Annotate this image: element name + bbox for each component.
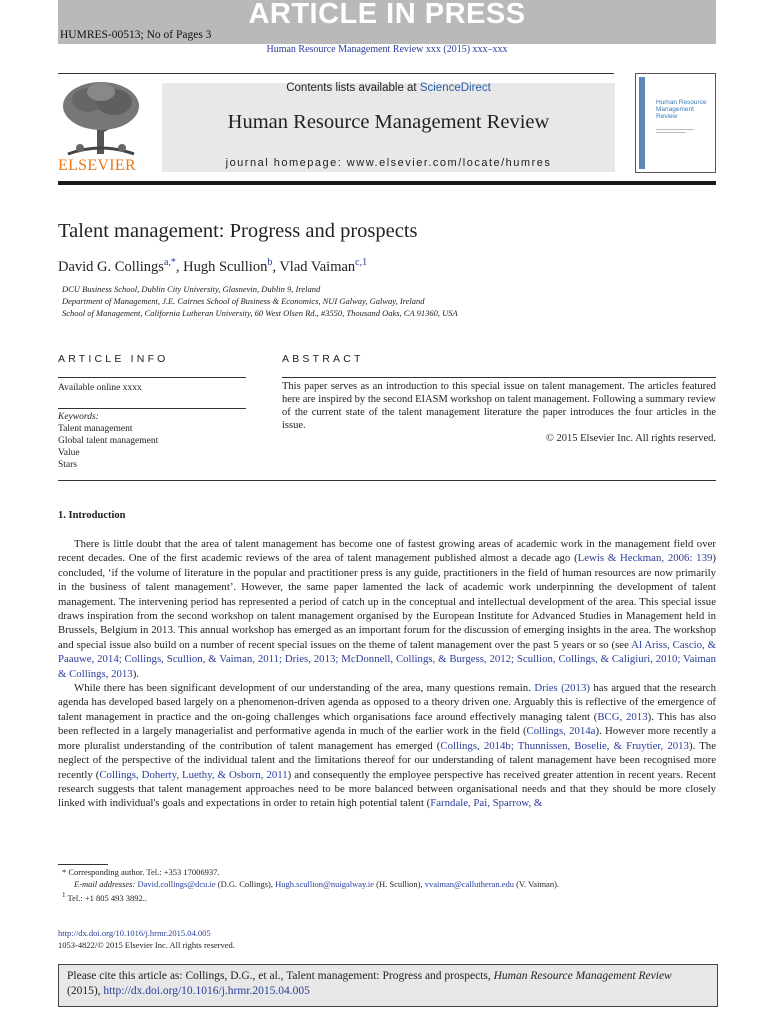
cover-decoration (656, 128, 711, 137)
email-link[interactable]: David.collings@dcu.ie (137, 879, 216, 889)
body-text-run: ). However more recently a more pluralist understanding of the contribution of talent management has emerged ( (58, 725, 716, 752)
abstract-bottom-rule (58, 480, 716, 481)
author-affiliation-mark[interactable]: b (267, 257, 273, 268)
footnote-emails (74, 879, 559, 889)
abstract-rule (282, 377, 716, 378)
footnote-text: Corresponding author. Tel.: +353 17006937. (68, 867, 220, 877)
journal-banner (162, 83, 615, 172)
citation-year: (2015), (67, 984, 104, 997)
author-list (58, 257, 367, 276)
author-name: Hugh Scullion (183, 258, 268, 275)
journal-cover-thumbnail[interactable] (635, 73, 716, 173)
article-info-header: ARTICLE INFO (58, 353, 169, 365)
email-link[interactable]: vvaiman@callutheran.edu (424, 879, 515, 889)
author-separator: , (175, 258, 184, 275)
citation-prefix: Please cite this article as: Collings, D.G., et al., Talent management: Progress and prospects, (67, 970, 494, 982)
keywords-label: Keywords: (58, 412, 99, 422)
citation-link[interactable]: Collings, Doherty, Luethy, & Osborn, 2011 (99, 768, 288, 781)
masthead-bottom-rule (58, 181, 716, 185)
citation-box (58, 964, 718, 1007)
email-label: E-mail addresses: (74, 879, 136, 889)
body-text-run: ). (132, 667, 139, 680)
author-affiliation-mark[interactable]: c,1 (355, 257, 368, 268)
body-text-run: has argued that the research agenda has developed based largely on a phenomenon-driven agenda as opposed to a theory driven one. Arguably this is reflective of the emergence of talent management in practice and the on-going challenges which organisations face around effectively managing talent ( (58, 682, 716, 723)
abstract-copyright: © 2015 Elsevier Inc. All rights reserved. (545, 433, 716, 444)
keyword: Stars (58, 460, 77, 470)
citation-link[interactable]: Collings, 2014b; Thunnissen, Boselie, & Fruytier, 2013 (440, 739, 689, 752)
citation-link[interactable]: Al Ariss, Cascio, & Paauwe, 2014; Collings, Scullion, & Vaiman, 2011; Dries, 2013; McDonnell, Collings, & Burgess, 2012; Scullion, Collings, & Caligiuri, 2010; Vaiman & Collings, 2013 (58, 638, 716, 680)
paragraph-1 (58, 537, 716, 681)
author-name: Vlad Vaiman (279, 258, 356, 275)
footnote-corresponding (62, 867, 220, 877)
affiliation: School of Management, California Lutheran University, 60 West Olsen Rd., #3550, Thousand Oaks, CA 91360, USA (62, 308, 458, 318)
abstract-text: This paper serves as an introduction to this special issue on talent management. The articles featured here are inspired by the second EIASM workshop on talent management. Following a summary review of the current state of the talent management literature the paper introduces the four articles in the issue. (282, 381, 716, 431)
article-id: HUMRES-00513; No of Pages 3 (60, 29, 212, 41)
footnote-rule (58, 864, 108, 865)
article-in-press-banner (58, 0, 716, 44)
body-text-run: ) concluded, ‘if the volume of literature in the popular and practitioner press is any guide, practitioners in the field of human resources are now primarily in the business of talent management’. However, the same paper lamented the lack of academic work underpinning the development of talent management. The intervening period has represented a period of catch up in the conceptual and intellectual development of the area. This special issue draws inspiration from the second workshop on talent management organised by the European Institute for Advanced Studies in Management held in Brussels, Belgium in 2013. This annual workshop has emerged as an important forum for the discussion of emerging insights in the area. The workshop and special issue also build on a number of recent special issues on the theme of talent management over the past 5 years or so (see (58, 552, 716, 651)
cover-title: Human Resource Management Review (656, 99, 707, 120)
masthead-top-rule (58, 73, 614, 74)
email-owner: (H. Scullion), (374, 879, 425, 889)
citation-link[interactable]: Collings, 2014a (526, 725, 596, 738)
email-owner: (V. Vaiman). (514, 879, 560, 889)
body-text (58, 537, 716, 811)
citation-doi-link[interactable]: http://dx.doi.org/10.1016/j.hrmr.2015.04.005 (103, 984, 310, 997)
journal-title: Human Resource Management Review (227, 111, 550, 133)
affiliation: DCU Business School, Dublin City University, Glasnevin, Dublin 9, Ireland (62, 284, 321, 294)
cover-strip (639, 77, 645, 169)
abstract-header: ABSTRACT (282, 353, 364, 365)
keyword: Global talent management (58, 436, 159, 446)
citation-link[interactable]: Lewis & Heckman, 2006: 139 (577, 552, 713, 565)
affiliation: Department of Management, J.E. Cairnes School of Business & Economics, NUI Galway, Galway, Ireland (62, 296, 425, 306)
section-heading: 1. Introduction (58, 510, 126, 521)
footnote-text: Tel.: +1 805 493 3892.. (67, 892, 148, 903)
citation-journal: Human Resource Management Review (493, 970, 672, 982)
journal-homepage[interactable]: journal homepage: www.elsevier.com/locate/humres (225, 157, 552, 169)
author-name: David G. Collings (58, 258, 164, 275)
author-separator: , (272, 258, 280, 275)
keyword: Talent management (58, 424, 133, 434)
email-link[interactable]: Hugh.scullion@nuigalway.ie (275, 879, 374, 889)
body-text-run: While there has been significant development of our understanding of the area, many questions remain. (74, 682, 535, 695)
body-text-run: There is little doubt that the area of talent management has become one of fastest growing areas of academic work in the management field over recent decades. One of the first academic reviews of the area of talent management published almost a decade ago ( (58, 538, 716, 565)
article-title: Talent management: Progress and prospects (58, 220, 418, 242)
footnote-mark: 1 (62, 891, 66, 899)
available-online: Available online xxxx (58, 383, 142, 393)
citation-link[interactable]: Farndale, Pai, Sparrow, & (430, 797, 543, 810)
citation-link[interactable]: BCG, 2013 (597, 710, 648, 723)
journal-reference[interactable]: Human Resource Management Review xxx (2015) xxx–xxx (266, 44, 508, 55)
article-in-press-title: ARTICLE IN PRESS (248, 0, 526, 30)
citation-link[interactable]: Dries (2013) (534, 682, 590, 695)
doi-link[interactable]: http://dx.doi.org/10.1016/j.hrmr.2015.04.005 (58, 928, 211, 938)
article-info-rule (58, 377, 246, 378)
body-text-run: ). This has also been reflected in a largely managerialist and performative agenda in much of the earlier work in the field ( (58, 710, 716, 738)
author-affiliation-mark[interactable]: a,* (163, 257, 176, 268)
footnote-1 (62, 891, 147, 903)
contents-prefix: Contents lists available at (286, 82, 420, 94)
body-text-run: ) and consequently the employee perspective has received greater attention in recent years. Recent research suggests that talent management approaches need to be more balanced between organisational needs and that they should be more closely linked with individual's goals and expectations in order to retain high potential talent ( (58, 768, 716, 810)
contents-line (162, 82, 615, 94)
keywords-rule (58, 408, 246, 409)
elsevier-wordmark: ELSEVIER (58, 157, 136, 174)
sciencedirect-link[interactable]: ScienceDirect (419, 82, 491, 94)
email-owner: (D.G. Collings), (215, 879, 276, 889)
paragraph-2 (58, 681, 716, 811)
footnote-mark: * (62, 867, 67, 877)
body-text-run: ). The neglect of the perspective of the individual talent and the limitations thereof for our understanding of talent management have been recognised more recently ( (58, 739, 716, 781)
issn-line: 1053-4822/© 2015 Elsevier Inc. All rights reserved. (58, 940, 235, 950)
keyword: Value (58, 448, 80, 458)
